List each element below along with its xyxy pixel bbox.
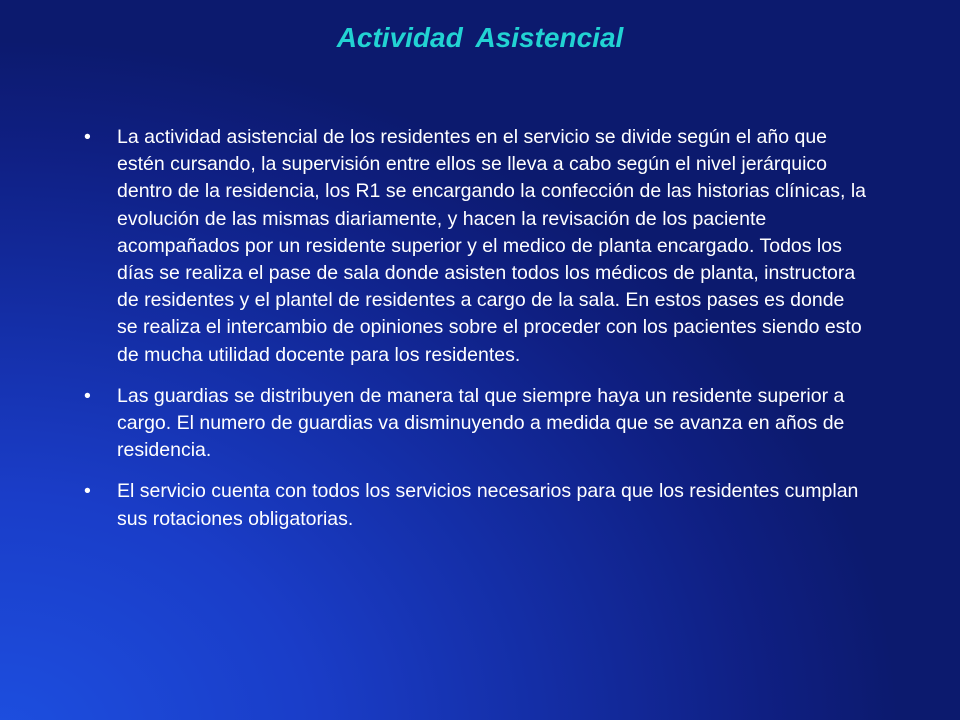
bullet-item-1 [78,124,868,369]
bullet-text: El servicio cuenta con todos los servicios necesarios para que los residentes cumplan sus rotaciones obligatorias. [117,480,859,530]
bullet-text: La actividad asistencial de los residentes en el servicio se divide según el año que estén cursando, la supervisión entre ellos se lleva a cabo según el nivel jerárquico dentro de la residencia, los R1 se encargando la confección de las historias clínicas, la evolución de las mismas diariamente, y hacen la revisación de los paciente acompañados por un residente superior y el medico de planta encargado. Todos los días se realiza el pase de sala donde asisten todos los médicos de planta, instructora de residentes y el plantel de residentes a cargo de la sala. En estos pases es donde se realiza el intercambio de opiniones sobre el proceder con los pacientes siendo esto de mucha utilidad docente para los residentes. [117,126,867,366]
bullet-text: Las guardias se distribuyen de manera tal que siempre haya un residente superior a cargo. El numero de guardias va disminuyendo a medida que se avanza en años de residencia. [117,384,845,462]
bullet-marker-icon: • [84,126,91,148]
slide-title: Actividad Asistencial [336,22,624,53]
bullet-marker-icon: • [84,384,91,407]
bullet-marker-icon: • [84,480,91,503]
bullet-list [78,124,868,547]
bullet-item-3 [78,478,868,532]
bullet-item-2 [78,383,868,465]
